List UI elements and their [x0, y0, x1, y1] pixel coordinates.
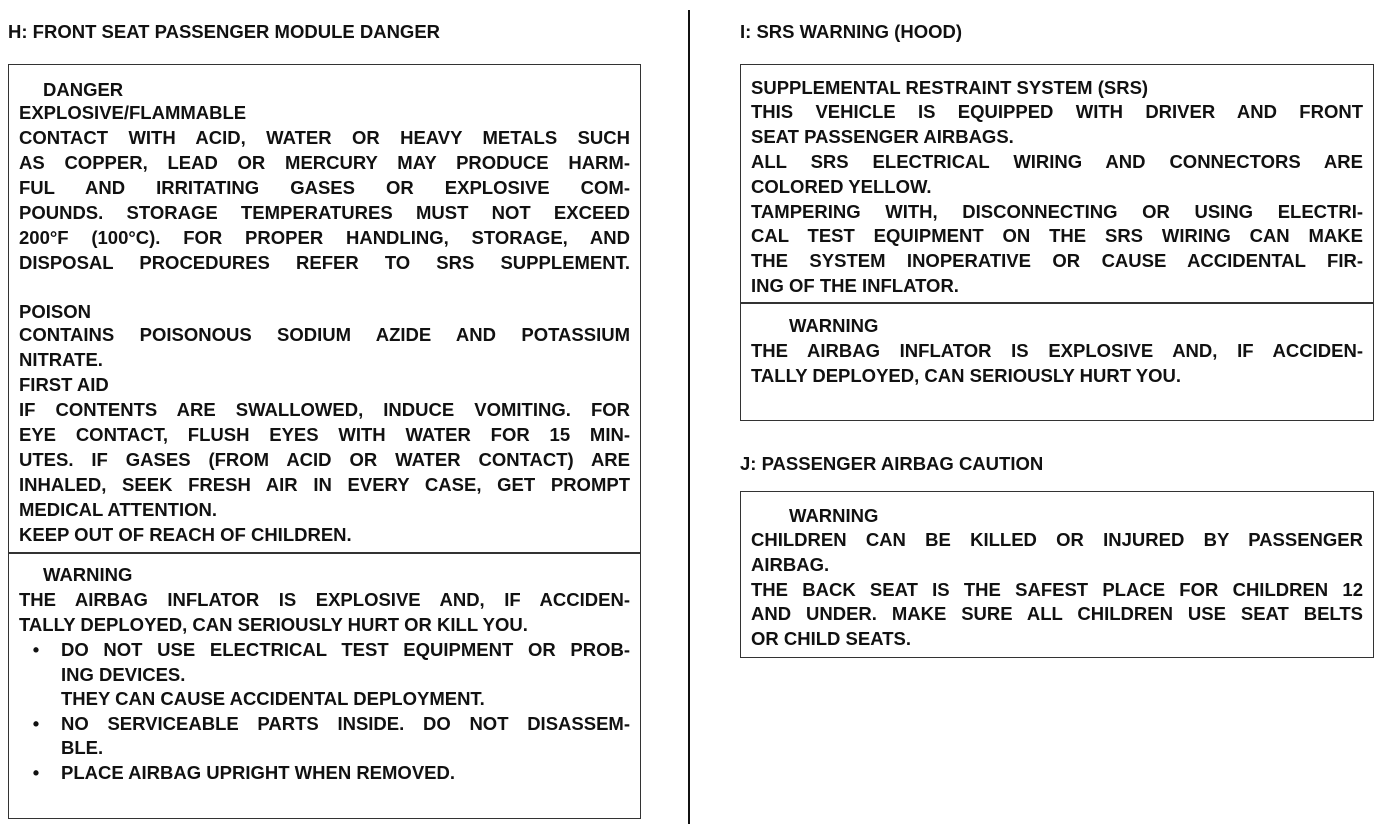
column-divider [688, 10, 690, 824]
danger-line: FUL AND IRRITATING GASES OR EXPLOSIVE COM- [19, 177, 630, 198]
bullet-icon: • [32, 639, 40, 660]
danger-line: CONTACT WITH ACID, WATER OR HEAVY METALS SUCH [19, 127, 630, 148]
section-j-label-box [740, 491, 1374, 658]
warning-line: AND UNDER. MAKE SURE ALL CHILDREN USE SEAT BELTS [751, 603, 1363, 624]
danger-title: DANGER [43, 79, 124, 100]
warning-line: AIRBAG. [751, 554, 830, 575]
first-aid-line: MEDICAL ATTENTION. [19, 499, 218, 520]
section-separator [741, 302, 1373, 304]
danger-line: AS COPPER, LEAD OR MERCURY MAY PRODUCE HARM- [19, 152, 630, 173]
srs-line: COLORED YELLOW. [751, 176, 932, 197]
bullet-icon: • [32, 713, 40, 734]
bullet-line: PLACE AIRBAG UPRIGHT WHEN REMOVED. [61, 762, 455, 783]
warning-line: THE BACK SEAT IS THE SAFEST PLACE FOR CHILDREN 12 [751, 579, 1363, 600]
warning-line: CHILDREN CAN BE KILLED OR INJURED BY PASSENGER [751, 529, 1363, 550]
poison-line: CONTAINS POISONOUS SODIUM AZIDE AND POTASSIUM [19, 324, 630, 345]
srs-line: TAMPERING WITH, DISCONNECTING OR USING ELECTRI- [751, 201, 1363, 222]
bullet-icon: • [32, 762, 40, 783]
bullet-line: THEY CAN CAUSE ACCIDENTAL DEPLOYMENT. [61, 688, 485, 709]
srs-line: THE SYSTEM INOPERATIVE OR CAUSE ACCIDENTAL FIR- [751, 250, 1363, 271]
bullet-line: BLE. [61, 737, 104, 758]
srs-line: CAL TEST EQUIPMENT ON THE SRS WIRING CAN MAKE [751, 225, 1363, 246]
warning-line: TALLY DEPLOYED, CAN SERIOUSLY HURT OR KILL YOU. [19, 614, 528, 635]
srs-line: THIS VEHICLE IS EQUIPPED WITH DRIVER AND FRONT [751, 101, 1363, 122]
section-j-heading: J: PASSENGER AIRBAG CAUTION [740, 453, 1044, 474]
warning-line: THE AIRBAG INFLATOR IS EXPLOSIVE AND, IF ACCIDEN- [19, 589, 630, 610]
warning-title: WARNING [789, 505, 879, 526]
poison-title: POISON [19, 301, 91, 322]
poison-line: NITRATE. [19, 349, 103, 370]
srs-line: ING OF THE INFLATOR. [751, 275, 959, 296]
warning-title: WARNING [789, 315, 879, 336]
bullet-line: NO SERVICEABLE PARTS INSIDE. DO NOT DISASSEM- [61, 713, 630, 734]
bullet-line: ING DEVICES. [61, 664, 186, 685]
srs-line: SEAT PASSENGER AIRBAGS. [751, 126, 1014, 147]
first-aid-line: EYE CONTACT, FLUSH EYES WITH WATER FOR 15 MIN- [19, 424, 630, 445]
first-aid-title: FIRST AID [19, 374, 109, 395]
danger-line: POUNDS. STORAGE TEMPERATURES MUST NOT EXCEED [19, 202, 630, 223]
section-i-label-box [740, 64, 1374, 421]
section-h-label-box [8, 64, 641, 819]
srs-title: SUPPLEMENTAL RESTRAINT SYSTEM (SRS) [751, 77, 1149, 98]
warning-line: OR CHILD SEATS. [751, 628, 911, 649]
danger-line: DISPOSAL PROCEDURES REFER TO SRS SUPPLEMENT. [19, 252, 630, 273]
warning-title: WARNING [43, 564, 133, 585]
section-separator [9, 552, 640, 554]
warning-line: TALLY DEPLOYED, CAN SERIOUSLY HURT YOU. [751, 365, 1182, 386]
section-i-heading: I: SRS WARNING (HOOD) [740, 21, 962, 42]
first-aid-line: UTES. IF GASES (FROM ACID OR WATER CONTACT) ARE [19, 449, 630, 470]
srs-line: ALL SRS ELECTRICAL WIRING AND CONNECTORS ARE [751, 151, 1363, 172]
first-aid-line: IF CONTENTS ARE SWALLOWED, INDUCE VOMITING. FOR [19, 399, 630, 420]
danger-line: 200°F (100°C). FOR PROPER HANDLING, STORAGE, AND [19, 227, 630, 248]
bullet-line: DO NOT USE ELECTRICAL TEST EQUIPMENT OR PROB- [61, 639, 630, 660]
first-aid-line: KEEP OUT OF REACH OF CHILDREN. [19, 524, 352, 545]
warning-line: THE AIRBAG INFLATOR IS EXPLOSIVE AND, IF ACCIDEN- [751, 340, 1363, 361]
danger-line: EXPLOSIVE/FLAMMABLE [19, 102, 247, 123]
first-aid-line: INHALED, SEEK FRESH AIR IN EVERY CASE, GET PROMPT [19, 474, 630, 495]
section-h-heading: H: FRONT SEAT PASSENGER MODULE DANGER [8, 21, 441, 42]
